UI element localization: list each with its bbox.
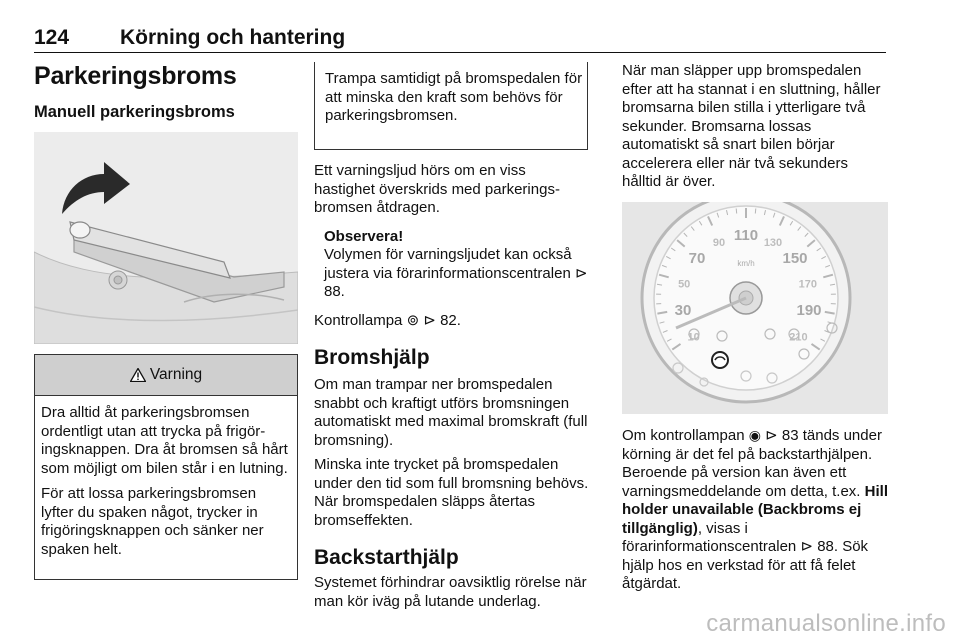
section-heading-backstarthjalp: Backstarthjälp	[314, 546, 459, 569]
brake-lamp-icon: ⊚	[406, 311, 420, 329]
control-lamp-label: Kontrollampa	[314, 311, 403, 329]
note-title: Observera!	[324, 227, 404, 245]
note-box	[314, 62, 588, 150]
note-volume-body: Volymen för varningsljudet kan också justera via förarinformationscentralen	[324, 246, 572, 282]
note-text: Trampa samtidigt på bromspedalen för att minska den kraft som behövs för parkeringsbromsen.	[325, 70, 583, 124]
gauge-label: 210	[789, 331, 808, 344]
lamp-text-suffix: , visas i förarinformationscentralen	[622, 519, 797, 555]
gauge-tick	[736, 209, 737, 214]
hill-start-lamp-inline-icon: ◉	[748, 427, 761, 443]
paragraph-brake-assist-1: Om man trampar ner bromspedalen snabbt och kraftigt utförs bromsningen automatiskt med maximal bromskraft (full bromsning).	[314, 376, 588, 449]
section-heading-parkeringsbroms: Parkeringsbroms	[34, 62, 237, 90]
column-right	[622, 62, 888, 592]
gauge-label: 150	[782, 249, 808, 267]
watermark: carmanualsonline.info	[706, 610, 946, 637]
chapter-title: Körning och hantering	[120, 26, 346, 49]
page-number: 124	[34, 26, 70, 49]
paragraph-brake-assist-2: Minska inte trycket på bromspedalen under den tid som full bromsning behövs. När bromspedalen släpps återtas bromseffekten.	[314, 456, 589, 529]
warning-triangle-icon	[130, 368, 146, 382]
gauge-label: 130	[763, 237, 783, 249]
paragraph-control-lamp	[314, 312, 590, 331]
paragraph-hill-start-lamp	[622, 426, 888, 594]
gauge-label: 110	[733, 227, 759, 244]
lamp-text-prefix: Om kontrollampan	[622, 427, 745, 444]
paragraph-hill-hold: När man släpper upp bromspedalen efter att ha stannat i en sluttning, håller bromsarna bilen stilla i ytterligare två sekunder. Bromsarna lossas automatiskt så snart bilen börjar accelerera eller när två sekunders hålltid är över.	[622, 62, 881, 190]
reference-arrow-icon: ⊳	[765, 427, 778, 444]
hill-start-lamp-icon	[712, 352, 728, 368]
subsection-heading-manuell: Manuell parkeringsbroms	[34, 103, 235, 121]
message-hill-holder: Hill holder unavailable (Backbroms ej tillgänglig)	[622, 482, 888, 537]
paragraph-hill-start: Systemet förhindrar oavsiktlig rörelse när man kör iväg på lutande underlag.	[314, 574, 587, 610]
gauge-label: 90	[712, 237, 726, 249]
gauge-label: 30	[674, 302, 692, 320]
page-header	[34, 26, 886, 53]
gauge-label: 10	[687, 331, 700, 344]
reference-arrow-icon: ⊳	[800, 538, 814, 555]
gauge-label: 190	[796, 302, 822, 320]
section-heading-bromshjalp: Bromshjälp	[314, 346, 430, 369]
reference-arrow-icon: ⊳	[423, 311, 436, 329]
warning-box	[34, 354, 298, 580]
warning-header	[35, 355, 297, 396]
note-volume-text	[324, 246, 590, 302]
control-lamp-ref: 82.	[440, 311, 461, 329]
paragraph-warning-sound: Ett varningsljud hörs om en viss hastighet överskrids med parkeringsbromsen åtdragen.	[314, 162, 560, 216]
parking-brake-illustration	[34, 132, 298, 344]
speedometer-illustration	[622, 202, 888, 414]
warning-text-2: För att lossa parkeringsbromsen lyfter du spaken något, trycker in frigöringsknappen och sänker ner spaken helt.	[41, 485, 264, 558]
gauge-unit: km/h	[737, 259, 755, 268]
warning-text-1: Dra alltid åt parkeringsbromsen ordentligt utan att trycka på frigöringsknappen. Dra åt bromsen så hårt som möjligt om bilen står i en lutning.	[41, 404, 288, 477]
lamp-text-body: 83 tänds under körning är det fel på backstarthjälpen. Beroende på version kan även ett varningsmeddelande om detta, t.ex.	[622, 427, 882, 500]
reference-arrow-icon: ⊳	[574, 264, 588, 282]
gauge-label: 70	[688, 249, 706, 267]
warning-label: Varning	[149, 366, 203, 383]
gauge-label: 170	[798, 278, 817, 291]
lamp-text-end: 88. Sök hjälp hos en verkstad för att få felet åtgärdat.	[622, 538, 869, 592]
column-left	[34, 62, 298, 558]
gauge-tick	[755, 209, 756, 214]
note-volume-ref: 88.	[324, 283, 345, 300]
gauge-label: 50	[678, 278, 691, 291]
